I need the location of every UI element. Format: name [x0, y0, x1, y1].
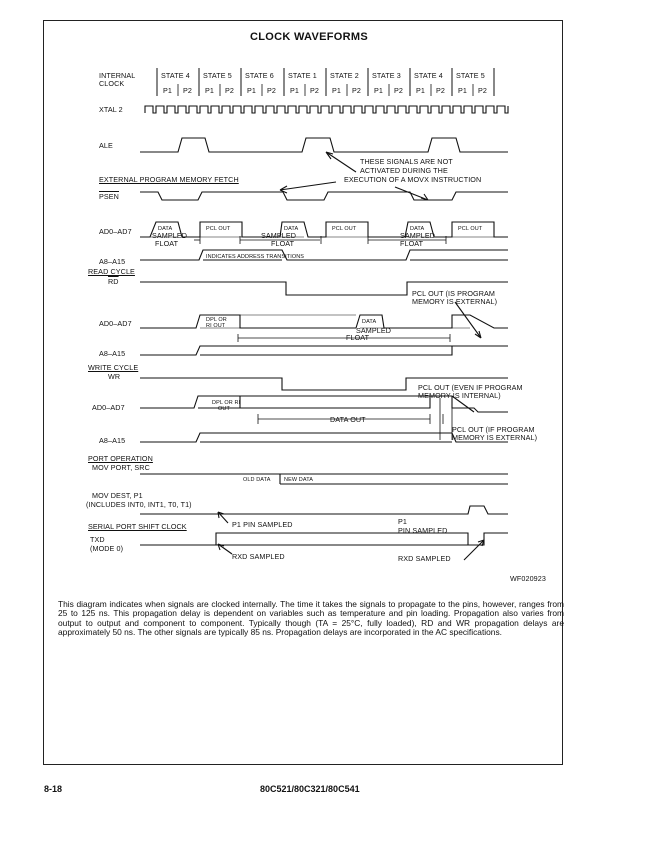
a8-fetch-waveform — [140, 250, 508, 260]
pcl-out-program-ext-2: MEMORY IS EXTERNAL) — [412, 297, 498, 306]
a8-read-waveform — [140, 346, 508, 355]
internal-clock-label-1: INTERNAL — [99, 71, 136, 80]
dpl-ri-out-1: DPL OR — [206, 317, 227, 323]
phase-label: P2 — [478, 86, 487, 95]
ad-write-label: AD0–AD7 — [92, 403, 125, 412]
psen-label: PSEN — [99, 192, 119, 201]
new-data-label: NEW DATA — [284, 477, 314, 483]
port-waveform — [140, 474, 508, 484]
not-activated-note-2: ACTIVATED DURING THE — [360, 166, 448, 175]
dpl-ri-out-2: RI OUT — [206, 323, 226, 329]
pcl-even-if-1: PCL OUT (EVEN IF PROGRAM — [418, 383, 523, 392]
wr-label: $\overline{WR}$ — [108, 372, 121, 381]
txd-label: TXD — [90, 535, 105, 544]
pcl-out-label: PCL OUT — [332, 226, 357, 232]
state-label: STATE 4 — [414, 71, 443, 80]
not-activated-note-3: EXECUTION OF A MOVX INSTRUCTION — [344, 175, 482, 184]
phase-label: P1 — [332, 86, 341, 95]
phase-label: P1 — [163, 86, 172, 95]
float-label: FLOAT — [346, 333, 370, 342]
ale-waveform — [140, 138, 508, 152]
ext-prog-fetch-heading: EXTERNAL PROGRAM MEMORY FETCH — [99, 175, 239, 184]
annotation-arrow-ale — [326, 152, 356, 172]
state-label: STATE 2 — [330, 71, 359, 80]
not-activated-note-1: THESE SIGNALS ARE NOT — [360, 157, 453, 166]
includes-label: (INCLUDES INT0, INT1, T0, T1) — [86, 500, 192, 509]
rxd-sampled-arrow-2 — [464, 540, 484, 560]
a8-fetch-label: A8–A15 — [99, 257, 126, 266]
pcl-even-if-2: MEMORY IS INTERNAL) — [418, 391, 501, 400]
caption: This diagram indicates when signals are clocked internally. The time it takes the signals to propagate to the pins, however, ranges from 25 to 125 ns. This propagation delay is dependent on variables such as temperature and pin loading. Propagation also varies from output to output and component to component. Typically though (TA = 25°C, fully loaded), RD and WR propagation delays are approximately 50 ns. The other signals are typically 85 ns. Propagation delays are incorporated in the AC specifications. — [58, 599, 564, 638]
serial-port-heading: SERIAL PORT SHIFT CLOCK — [88, 522, 187, 531]
phase-label: P2 — [352, 86, 361, 95]
internal-clock-label-2: CLOCK — [99, 79, 125, 88]
phase-label: P2 — [225, 86, 234, 95]
data-label: DATA — [158, 226, 173, 232]
pcl-if-2: MEMORY IS EXTERNAL) — [452, 433, 538, 442]
phase-label: P1 — [374, 86, 383, 95]
pcl-if-1: PCL OUT (IF PROGRAM — [452, 425, 535, 434]
phase-label: P1 — [416, 86, 425, 95]
sampled-label: SAMPLED — [152, 231, 188, 240]
xtal2-waveform — [145, 106, 508, 113]
old-data-label: OLD DATA — [243, 477, 271, 483]
sampled-label: SAMPLED — [400, 231, 436, 240]
float-label: FLOAT — [400, 239, 424, 248]
float-label: FLOAT — [271, 239, 295, 248]
pcl-out-label: PCL OUT — [206, 226, 231, 232]
ale-label: ALE — [99, 141, 113, 150]
p1-label: P1 — [398, 517, 407, 526]
state-label: STATE 3 — [372, 71, 401, 80]
phase-label: P2 — [394, 86, 403, 95]
ad-fetch-waveform — [140, 222, 508, 237]
page-number: 8-18 — [44, 784, 63, 794]
mov-dest-label: MOV DEST, P1 — [92, 491, 143, 500]
address-transitions-label: INDICATES ADDRESS TRANSITIONS — [206, 254, 305, 260]
phase-label: P2 — [436, 86, 445, 95]
phase-label: P2 — [183, 86, 192, 95]
state-label: STATE 5 — [456, 71, 485, 80]
part-numbers: 80C521/80C321/80C541 — [260, 784, 360, 794]
write-cycle-heading: WRITE CYCLE — [88, 363, 139, 372]
phase-label: P1 — [247, 86, 256, 95]
figure-id: WF020923 — [510, 574, 546, 583]
pin-sampled-label: PIN SAMPLED — [398, 526, 448, 535]
read-cycle-heading: READ CYCLE — [88, 267, 135, 276]
page-title: CLOCK WAVEFORMS — [250, 31, 368, 43]
state-label: STATE 6 — [245, 71, 274, 80]
data-label: DATA — [284, 226, 299, 232]
mode0-label: (MODE 0) — [90, 544, 124, 553]
a8-read-label: A8–A15 — [99, 349, 126, 358]
sampled-label: SAMPLED — [356, 326, 392, 335]
state-label: STATE 5 — [203, 71, 232, 80]
read-pcl-arrow — [455, 302, 481, 338]
port-operation-heading: PORT OPERATION — [88, 454, 153, 463]
rxd-sampled-1: RXD SAMPLED — [232, 552, 285, 561]
a8-write-label: A8–A15 — [99, 436, 126, 445]
psen-waveform — [140, 192, 508, 200]
phase-label: P1 — [290, 86, 299, 95]
p1-pin-sampled-label: P1 PIN SAMPLED — [232, 520, 293, 529]
phase-label: P1 — [458, 86, 467, 95]
mov-port-src-label: MOV PORT, SRC — [92, 463, 150, 472]
annotation-arrow-psen — [280, 182, 336, 193]
annotation-arrow-psen2 — [395, 187, 428, 200]
sampled-label: SAMPLED — [261, 231, 297, 240]
data-out-label: DATA OUT — [330, 415, 366, 424]
serial-clock-waveform — [140, 533, 508, 545]
state-label: STATE 4 — [161, 71, 190, 80]
state-label: STATE 1 — [288, 71, 317, 80]
ad-read-label: AD0–AD7 — [99, 319, 132, 328]
mov-dest-waveform — [140, 506, 508, 514]
phase-label: P2 — [310, 86, 319, 95]
read-float-markers — [238, 334, 450, 342]
dpl-ri-write-2: OUT — [218, 406, 230, 412]
ad-read-waveform — [140, 315, 508, 328]
xtal2-label: XTAL 2 — [99, 105, 123, 114]
float-label: FLOAT — [155, 239, 179, 248]
pcl-out-label: PCL OUT — [458, 226, 483, 232]
rxd-sampled-2: RXD SAMPLED — [398, 554, 451, 563]
rd-label: $\overline{RD}$ — [108, 277, 119, 286]
phase-label: P2 — [267, 86, 276, 95]
data-label: DATA — [410, 226, 425, 232]
pcl-out-program-ext-1: PCL OUT (IS PROGRAM — [412, 289, 495, 298]
ad-fetch-label: AD0–AD7 — [99, 227, 132, 236]
phase-label: P1 — [205, 86, 214, 95]
data-label: DATA — [362, 319, 377, 325]
dpl-ri-write-1: DPL OR RI — [212, 400, 241, 406]
